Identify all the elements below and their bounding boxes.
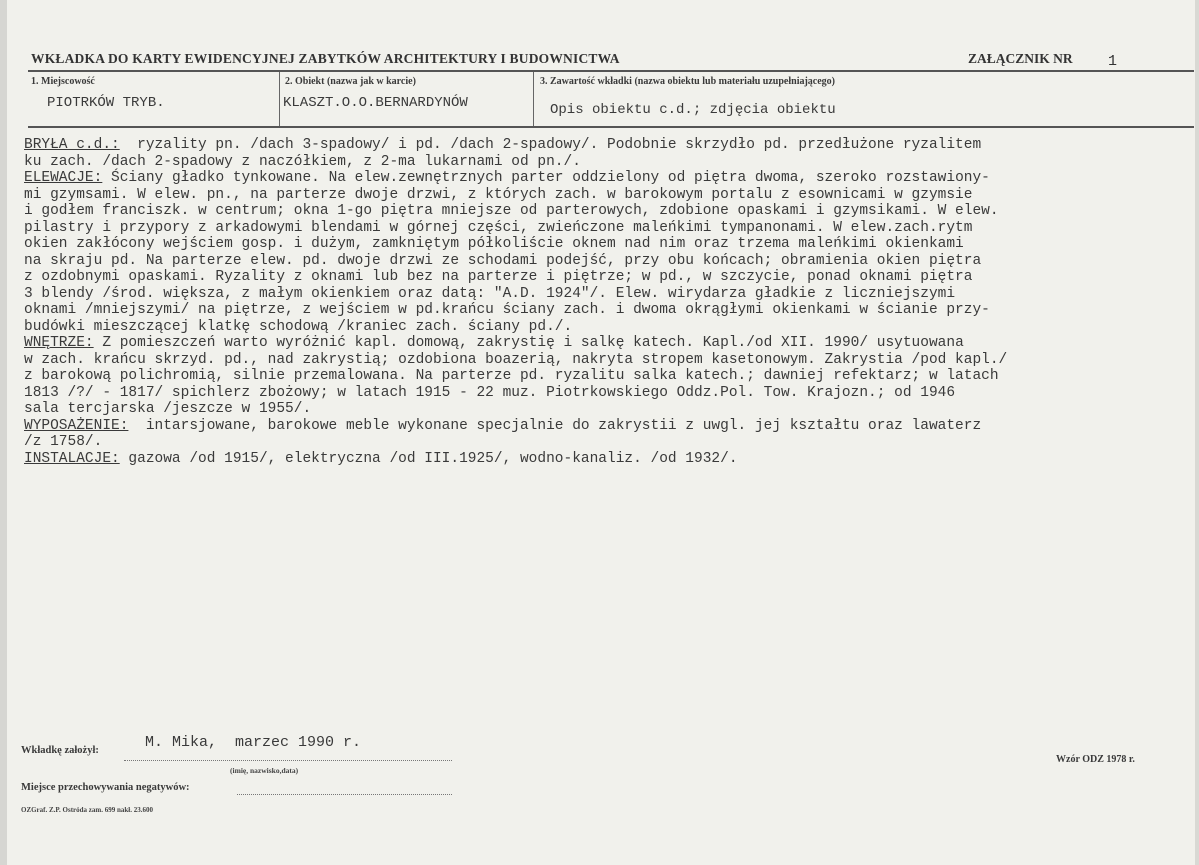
description-line bbox=[24, 187, 1189, 204]
negatives-location-line bbox=[237, 794, 452, 795]
section-text: 3 blendy /środ. większa, z małym okienkiem oraz datą: "A.D. 1924"/. Elew. wirydarza gładkie z liczniejszymi bbox=[24, 285, 956, 302]
description-line bbox=[24, 170, 1189, 187]
prepared-by-hint: (imię, nazwisko,data) bbox=[230, 766, 299, 775]
section-text: intarsjowane, barokowe meble wykonane specjalnie do zakrystii z uwgl. jej kształtu oraz lawaterz bbox=[128, 417, 982, 434]
description-line bbox=[24, 236, 1189, 253]
section-text: 1813 /?/ - 1817/ spichlerz zbożowy; w latach 1915 - 22 muz. Piotrkowskiego Oddz.Pol. Tow. Krajozn.; od 1946 bbox=[24, 384, 956, 401]
attachment-label: ZAŁĄCZNIK NR bbox=[968, 51, 1073, 66]
description-line bbox=[24, 335, 1189, 352]
prepared-by-value: M. Mika, marzec 1990 r. bbox=[145, 734, 362, 751]
content-label: 3. Zawartość wkładki (nazwa obiektu lub materiału uzupełniającego) bbox=[540, 76, 836, 87]
description-line bbox=[24, 302, 1189, 319]
prepared-by-line bbox=[124, 760, 452, 761]
prepared-by-label: Wkładkę założył: bbox=[21, 745, 99, 756]
section-text: na skraju pd. Na parterze elew. pd. dwoje drzwi ze schodami podejść, przy obu końcach; obramienia okien piętra bbox=[24, 252, 982, 269]
description-line bbox=[24, 385, 1189, 402]
locality-value: PIOTRKÓW TRYB. bbox=[47, 95, 165, 111]
template-label: Wzór ODZ 1978 r. bbox=[1056, 754, 1135, 765]
paper-edge-left bbox=[0, 0, 7, 865]
section-text: sala tercjarska /jeszcze w 1955/. bbox=[24, 401, 312, 417]
description-line bbox=[24, 319, 1189, 336]
section-heading: WYPOSAŻENIE: bbox=[24, 417, 129, 434]
section-text: z barokową polichromią, silnie przemalowana. Na parterze pd. ryzalitu salka katech.; dawniej refektarz; w latach bbox=[24, 368, 999, 384]
object-label: 2. Obiekt (nazwa jak w karcie) bbox=[285, 76, 416, 87]
field-divider-2 bbox=[533, 72, 534, 126]
section-heading: INSTALACJE: bbox=[24, 450, 120, 467]
printer-label: OZGraf. Z.P. Ostróda zam. 699 nakł. 23.600 bbox=[21, 806, 153, 814]
section-heading: WNĘTRZE: bbox=[24, 335, 94, 351]
card-title: WKŁADKA DO KARTY EWIDENCYJNEJ ZABYTKÓW ARCHITEKTURY I BUDOWNICTWA bbox=[31, 51, 620, 66]
section-text: budówki mieszczącej klatkę schodową /kraniec zach. ściany pd./. bbox=[24, 318, 573, 335]
section-text: w zach. krańcu skrzyd. pd., nad zakrystią; ozdobiona boazerią, nakryta stropem kasetonowym. Zakrystia /pod kapl./ bbox=[24, 351, 1008, 368]
field-divider-1 bbox=[279, 72, 280, 126]
header-bottom-rule bbox=[28, 126, 1194, 128]
section-text: oknami /mniejszymi/ na piętrze, z wejściem w pd.krańcu ściany zach. i dwoma okrągłymi okienkami w ścianie przy- bbox=[24, 302, 990, 318]
section-text: i godłem franciszk. w centrum; okna 1-go piętra mniejsze od parterowych, zdobione opaskami i gzymsikami. W elew. bbox=[24, 203, 999, 219]
description-line bbox=[24, 451, 1189, 468]
locality-label: 1. Miejscowość bbox=[31, 76, 95, 87]
section-text: Ściany gładko tynkowane. Na elew.zewnętrznych parter oddzielony od piętra dwoma, szeroko rozstawiony- bbox=[102, 170, 990, 186]
section-text: Z pomieszczeń warto wyróżnić kapl. domową, zakrystię i salkę katech. Kapl./od XII. 1990/ usytuowana bbox=[93, 335, 964, 351]
header-top-rule bbox=[28, 70, 1194, 72]
section-text: ku zach. /dach 2-spadowy z naczółkiem, z 2-ma lukarnami od pn./. bbox=[24, 153, 581, 170]
section-text: okien zakłócony wejściem gosp. i dużym, zamkniętym półkoliście oknem nad nim oraz trzema maleńkimi okienkami bbox=[24, 236, 964, 252]
section-text: gazowa /od 1915/, elektryczna /od III.1925/, wodno-kanaliz. /od 1932/. bbox=[119, 450, 738, 467]
section-text: mi gzymsami. W elew. pn., na parterze dwoje drzwi, z których zach. w barokowym portalu z esownicami w gzymsie bbox=[24, 186, 973, 203]
description-line bbox=[24, 418, 1189, 435]
description-line bbox=[24, 137, 1189, 154]
paper-edge-right bbox=[1195, 0, 1199, 865]
section-text: pilastry i przypory z arkadowymi blendami w górnej części, zwieńczone maleńkimi tympanonami. W elew.zach.rytm bbox=[24, 219, 973, 236]
attachment-number: 1 bbox=[1108, 53, 1118, 70]
section-heading: BRYŁA c.d.: bbox=[24, 137, 120, 153]
section-heading: ELEWACJE: bbox=[24, 170, 103, 186]
object-value: KLASZT.O.O.BERNARDYNÓW bbox=[283, 95, 468, 111]
negatives-location-label: Miejsce przechowywania negatywów: bbox=[21, 782, 190, 793]
section-text: z ozdobnymi opaskami. Ryzality z oknami lub bez na parterze i piętrze; w pd., w szczycie, ponad oknami piętra bbox=[24, 269, 973, 285]
description-line bbox=[24, 154, 1189, 171]
description-line bbox=[24, 434, 1189, 451]
description-line bbox=[24, 286, 1189, 303]
description-line bbox=[24, 253, 1189, 270]
section-text: ryzality pn. /dach 3-spadowy/ i pd. /dach 2-spadowy/. Podobnie skrzydło pd. przedłużone ryzalitem bbox=[119, 137, 982, 153]
description-body bbox=[24, 137, 1189, 467]
description-line bbox=[24, 220, 1189, 237]
section-text: /z 1758/. bbox=[24, 434, 103, 450]
description-line bbox=[24, 203, 1189, 220]
description-line bbox=[24, 269, 1189, 286]
description-line bbox=[24, 368, 1189, 385]
description-line bbox=[24, 401, 1189, 418]
description-line bbox=[24, 352, 1189, 369]
content-value: Opis obiektu c.d.; zdjęcia obiektu bbox=[550, 102, 836, 118]
